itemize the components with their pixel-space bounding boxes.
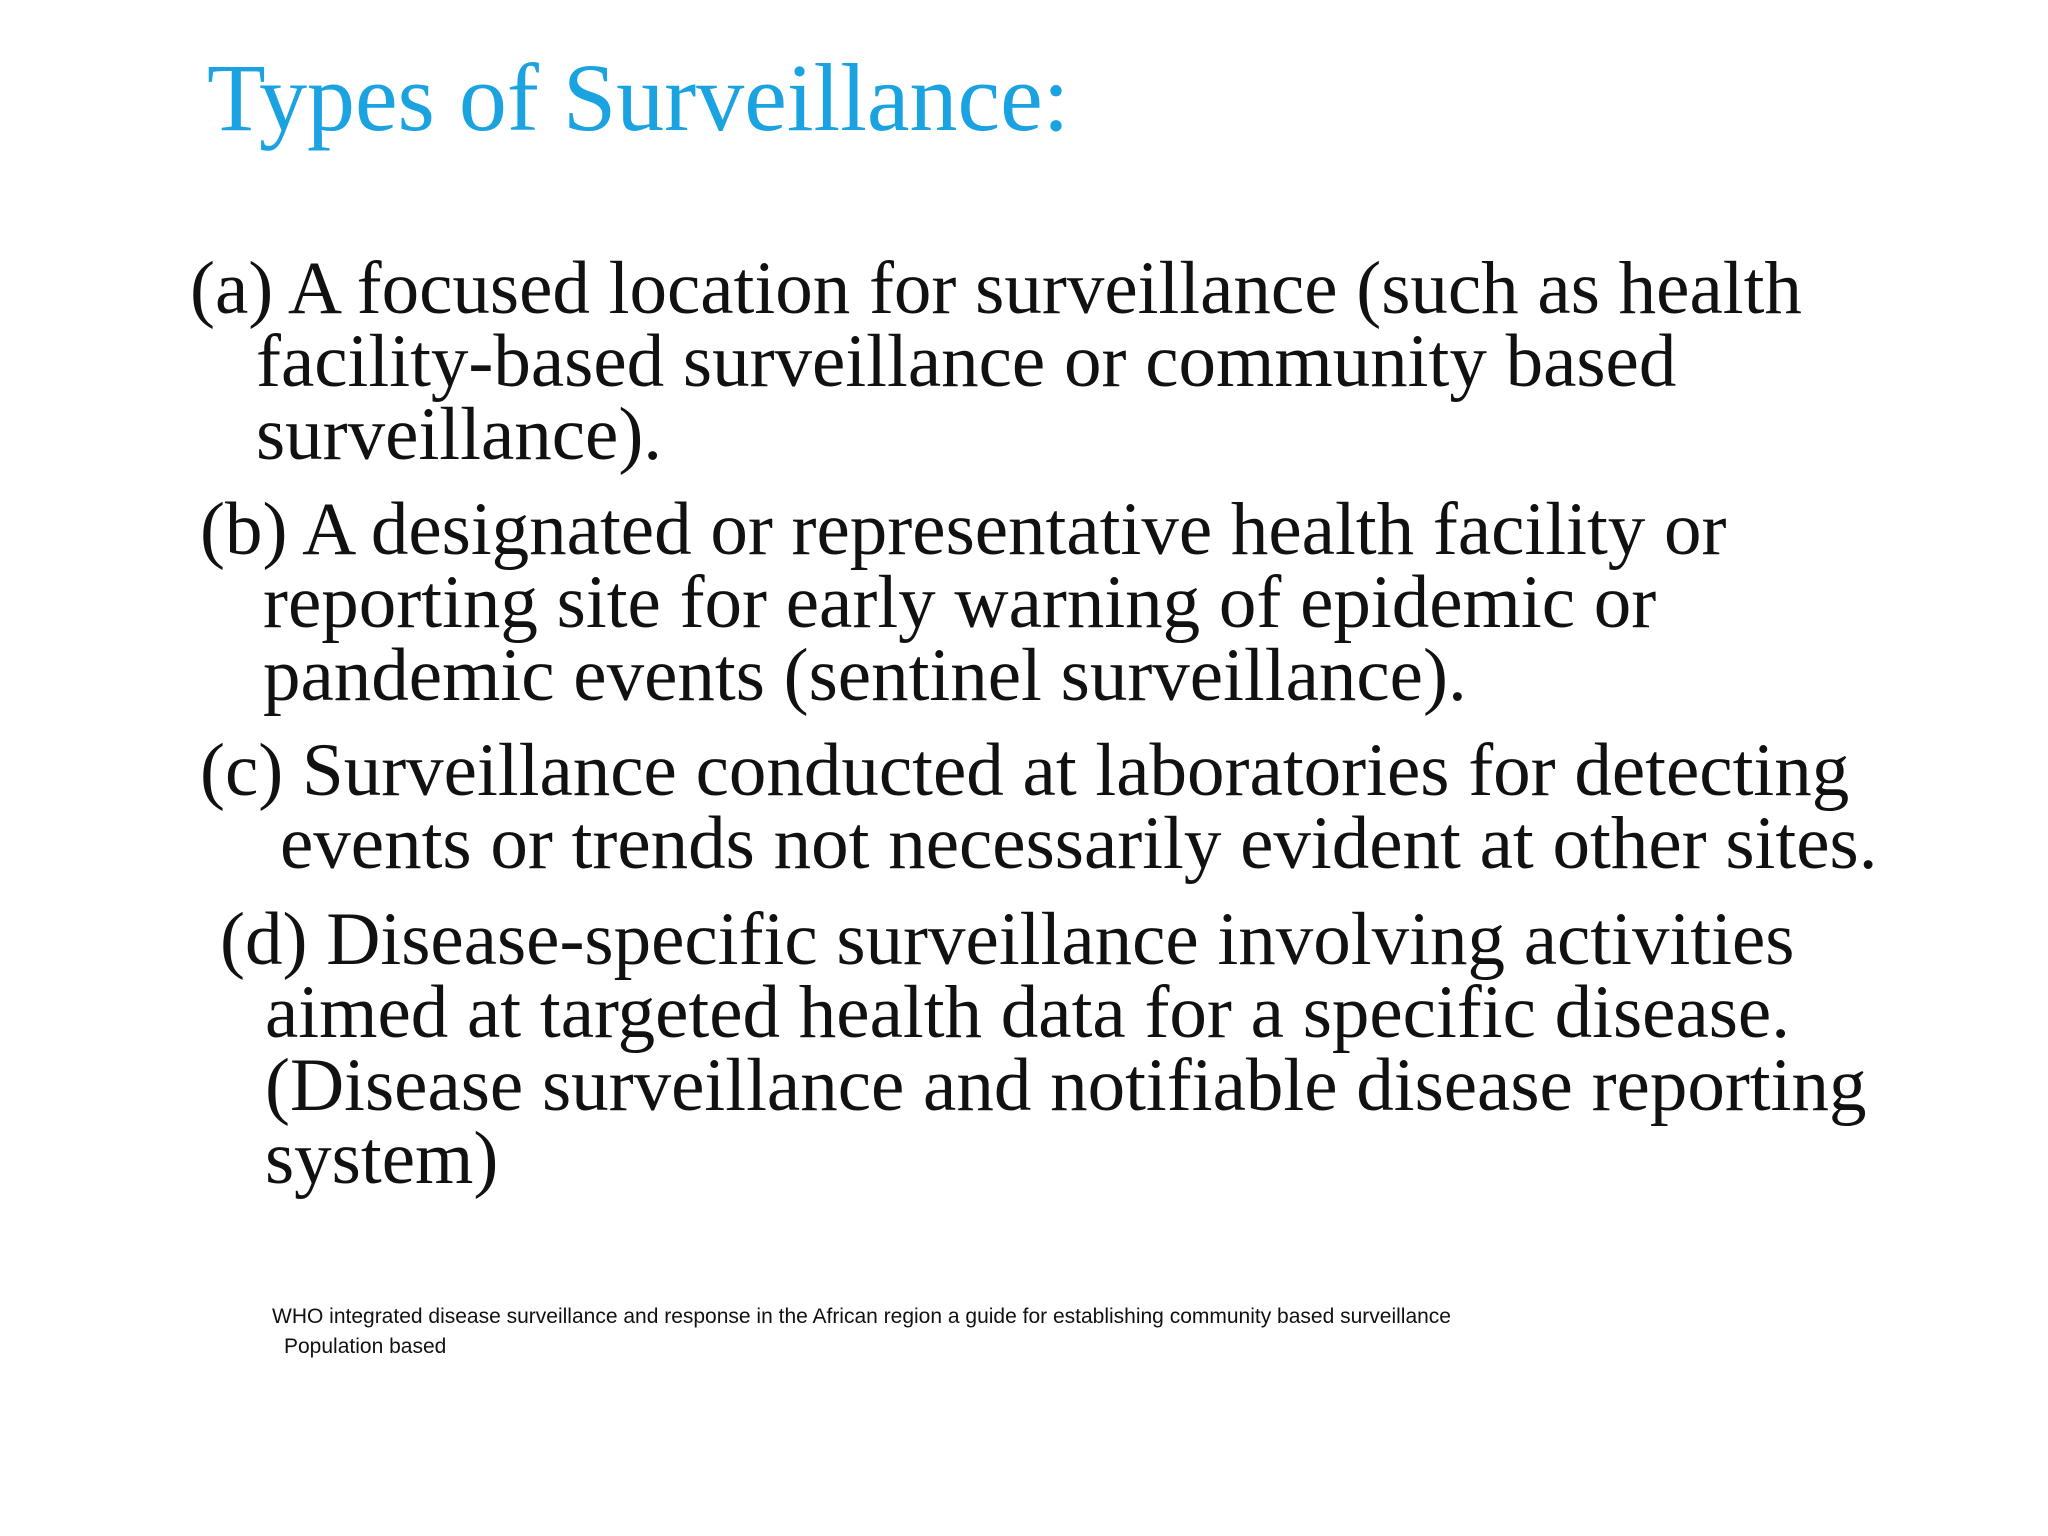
item-d-line-1: (d) Disease-specific surveillance involving activities xyxy=(220,898,1795,981)
list-item-c xyxy=(200,729,1878,885)
reference-line-2: Population based xyxy=(284,1335,447,1358)
item-b-line-2: reporting site for early warning of epidemic or xyxy=(263,561,1657,644)
item-a-line-2: facility-based surveillance or community based xyxy=(256,320,1677,403)
slide-title: Types of Surveillance: xyxy=(207,44,1070,151)
item-b-line-1: (b) A designated or representative health facility or xyxy=(200,488,1727,571)
item-c-line-1: (c) Surveillance conducted at laboratories for detecting xyxy=(200,729,1850,812)
list-item-b xyxy=(200,488,1727,717)
reference-line-1: WHO integrated disease surveillance and response in the African region a guide for establishing community based surveillance xyxy=(272,1305,1451,1328)
item-a-line-3: surveillance). xyxy=(256,393,663,476)
list-item-a xyxy=(190,247,1802,476)
item-b-line-3: pandemic events (sentinel surveillance). xyxy=(263,634,1467,717)
item-d-line-3: (Disease surveillance and notifiable disease reporting xyxy=(265,1044,1867,1127)
item-d-line-4: system) xyxy=(265,1117,499,1200)
item-a-line-1: (a) A focused location for surveillance (such as health xyxy=(190,247,1802,330)
list-item-d xyxy=(220,898,1867,1200)
reference-note xyxy=(272,1302,1451,1362)
item-d-line-2: aimed at targeted health data for a specific disease. xyxy=(265,971,1790,1054)
item-c-line-2: events or trends not necessarily evident at other sites. xyxy=(280,802,1878,885)
